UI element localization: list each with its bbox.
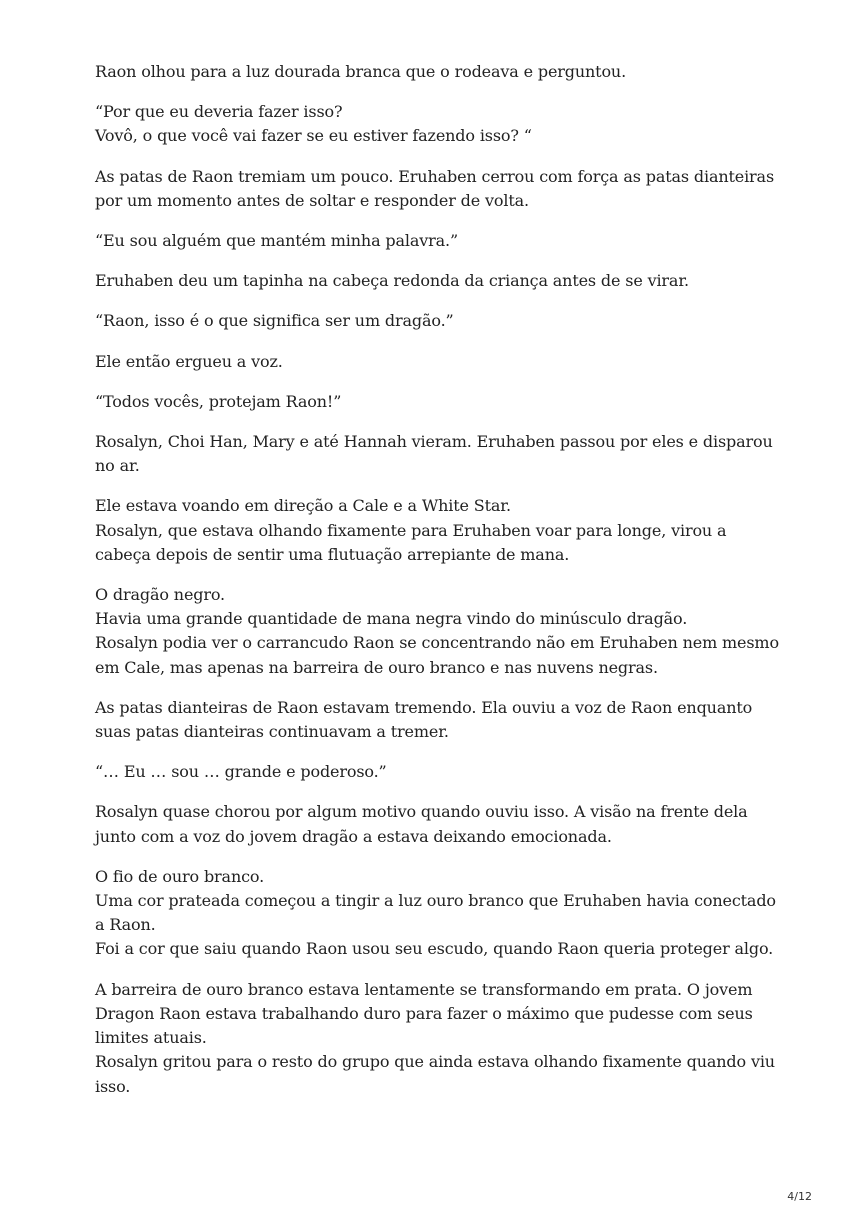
paragraph [95,390,785,414]
text-line: “Raon, isso é o que significa ser um dragão.” [95,311,454,331]
text-line: Rosalyn podia ver o carrancudo Raon se concentrando não em Eruhaben nem mesmo em Cale, mas apenas na barreira de ouro branco e nas nuvens negras. [95,633,779,677]
paragraph [95,978,785,1099]
text-line: Vovô, o que você vai fazer se eu estiver fazendo isso? “ [95,126,532,146]
text-line: “Por que eu deveria fazer isso? [95,102,343,122]
text-line: As patas dianteiras de Raon estavam tremendo. Ela ouviu a voz de Raon enquanto suas patas dianteiras continuavam a tremer. [95,697,753,742]
paragraph [95,269,785,293]
paragraph [95,309,785,333]
paragraph [95,60,785,84]
text-line: Rosalyn, Choi Han, Mary e até Hannah vieram. Eruhaben passou por eles e disparou no ar. [95,432,773,476]
text-line: As patas de Raon tremiam um pouco. Eruhaben cerrou com força as patas dianteiras por um momento antes de soltar e responder de volta. [95,166,775,210]
paragraph [95,229,785,253]
paragraph [95,430,785,478]
text-line: “… Eu … sou … grande e poderoso.” [95,762,387,782]
paragraph [95,583,785,680]
text-line: A barreira de ouro branco estava lentamente se transformando em prata. O jovem Dragon Raon estava trabalhando duro para fazer o máximo que pudesse com seus limites atuais. [95,979,753,1048]
text-line: Rosalyn quase chorou por algum motivo quando ouviu isso. A visão na frente dela junto com a voz do jovem dragão a estava deixando emocionada. [95,802,748,846]
text-line: Rosalyn, que estava olhando fixamente para Eruhaben voar para longe, virou a cabeça depois de sentir uma flutuação arrepiante de mana. [95,520,727,564]
page-number: 4/12 [787,1190,812,1203]
text-line: Eruhaben deu um tapinha na cabeça redonda da criança antes de se virar. [95,271,689,291]
text-line: Foi a cor que saiu quando Raon usou seu escudo, quando Raon queria proteger algo. [95,939,774,959]
paragraph [95,100,785,148]
paragraph [95,494,785,567]
text-line: “Eu sou alguém que mantém minha palavra.” [95,231,458,251]
text-line: Ele então ergueu a voz. [95,351,283,371]
document-page [95,60,785,1115]
text-line: Havia uma grande quantidade de mana negra vindo do minúsculo dragão. [95,609,688,629]
paragraph [95,350,785,374]
paragraph [95,800,785,848]
text-line: O fio de ouro branco. [95,866,265,886]
paragraph [95,760,785,784]
text-line: Rosalyn gritou para o resto do grupo que ainda estava olhando fixamente quando viu isso. [95,1052,775,1096]
paragraph [95,165,785,213]
text-line: Raon olhou para a luz dourada branca que o rodeava e perguntou. [95,62,627,81]
paragraph [95,865,785,962]
text-line: Ele estava voando em direção a Cale e a White Star. [95,496,511,516]
text-line: “Todos vocês, protejam Raon!” [95,391,342,411]
text-line: O dragão negro. [95,585,225,605]
text-line: Uma cor prateada começou a tingir a luz ouro branco que Eruhaben havia conectado a Raon. [95,891,776,935]
paragraph [95,696,785,744]
